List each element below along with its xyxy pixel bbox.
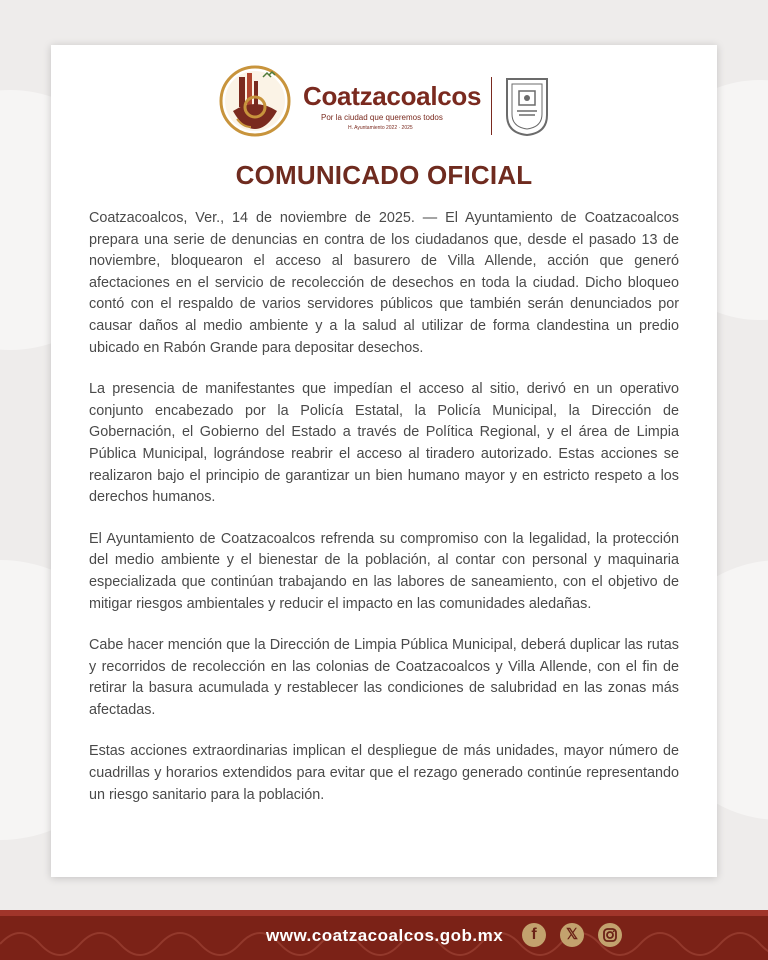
paragraph: Cabe hacer mención que la Dirección de Limpia Pública Municipal, deberá duplicar las rutas y recorridos de recolección en las colonias de Coatzacoalcos y Villa Allende, con el fin de retirar la basura acumulada y restablecer las condiciones de salubridad en las zonas más afectadas. <box>89 637 679 718</box>
facebook-icon[interactable]: f <box>522 923 546 947</box>
document-title: COMUNICADO OFICIAL <box>235 160 533 190</box>
x-icon[interactable]: 𝕏 <box>560 923 584 947</box>
brand-slogan: Por la ciudad que queremos todos <box>321 113 443 122</box>
municipal-seal-logo <box>503 75 551 137</box>
paragraph: El Ayuntamiento de Coatzacoalcos refrenda su compromiso con la legalidad, la protección del medio ambiente y el bienestar de la población, al contar con personal y maquinaria especializada que continúan trabajando en las labores de saneamiento, con el objetivo de mitigar riesgos ambientales y reducir el impacto en las comunidades aledañas. <box>89 530 679 612</box>
brand-name: Coatzacoalcos <box>303 81 482 111</box>
instagram-icon[interactable] <box>598 923 622 947</box>
document-card <box>51 45 717 877</box>
paragraph: Coatzacoalcos, Ver., 14 de noviembre de 2025. — El Ayuntamiento de Coatzacoalcos prepara una serie de denuncias en contra de los ciudadanos que, desde el pasado 13 de noviembre, bloquearon el acceso al basurero de Villa Allende, acción que generó afectaciones en el servicio de recolección de desechos en toda la ciudad. Dicho bloqueo contó con el respaldo de varios servidores públicos que también serán denunciados por causar daños al medio ambiente y a la salud al utilizar de forma clandestina un predio ubicado en Rabón Grande para depositar desechos. <box>89 210 679 356</box>
communique-body <box>89 208 679 826</box>
paragraph: La presencia de manifestantes que impedían el acceso al sitio, derivó en un operativo conjunto encabezado por la Policía Estatal, la Policía Municipal, la Dirección de Gobernación, el Gobierno del Estado a través de Política Regional, y el área de Limpia Pública Municipal, lográndose reabrir el acceso al tiradero autorizado. Estas acciones se realizaron bajo el principio de garantizar un bien humano mayor y en estricto respeto a los derechos humanos. <box>89 381 679 506</box>
footer-bar <box>0 910 768 960</box>
website-link[interactable]: www.coatzacoalcos.gob.mx <box>266 926 504 945</box>
letterhead <box>51 63 717 143</box>
administration-period: H. Ayuntamiento 2022 · 2025 <box>348 125 413 131</box>
paragraph: Estas acciones extraordinarias implican el despliegue de más unidades, mayor número de cuadrillas y horarios extendidos para evitar que el rezago generado continúe representando un riesgo sanitario para la población. <box>89 743 679 803</box>
city-emblem-logo <box>219 63 291 137</box>
header-divider <box>491 77 492 135</box>
